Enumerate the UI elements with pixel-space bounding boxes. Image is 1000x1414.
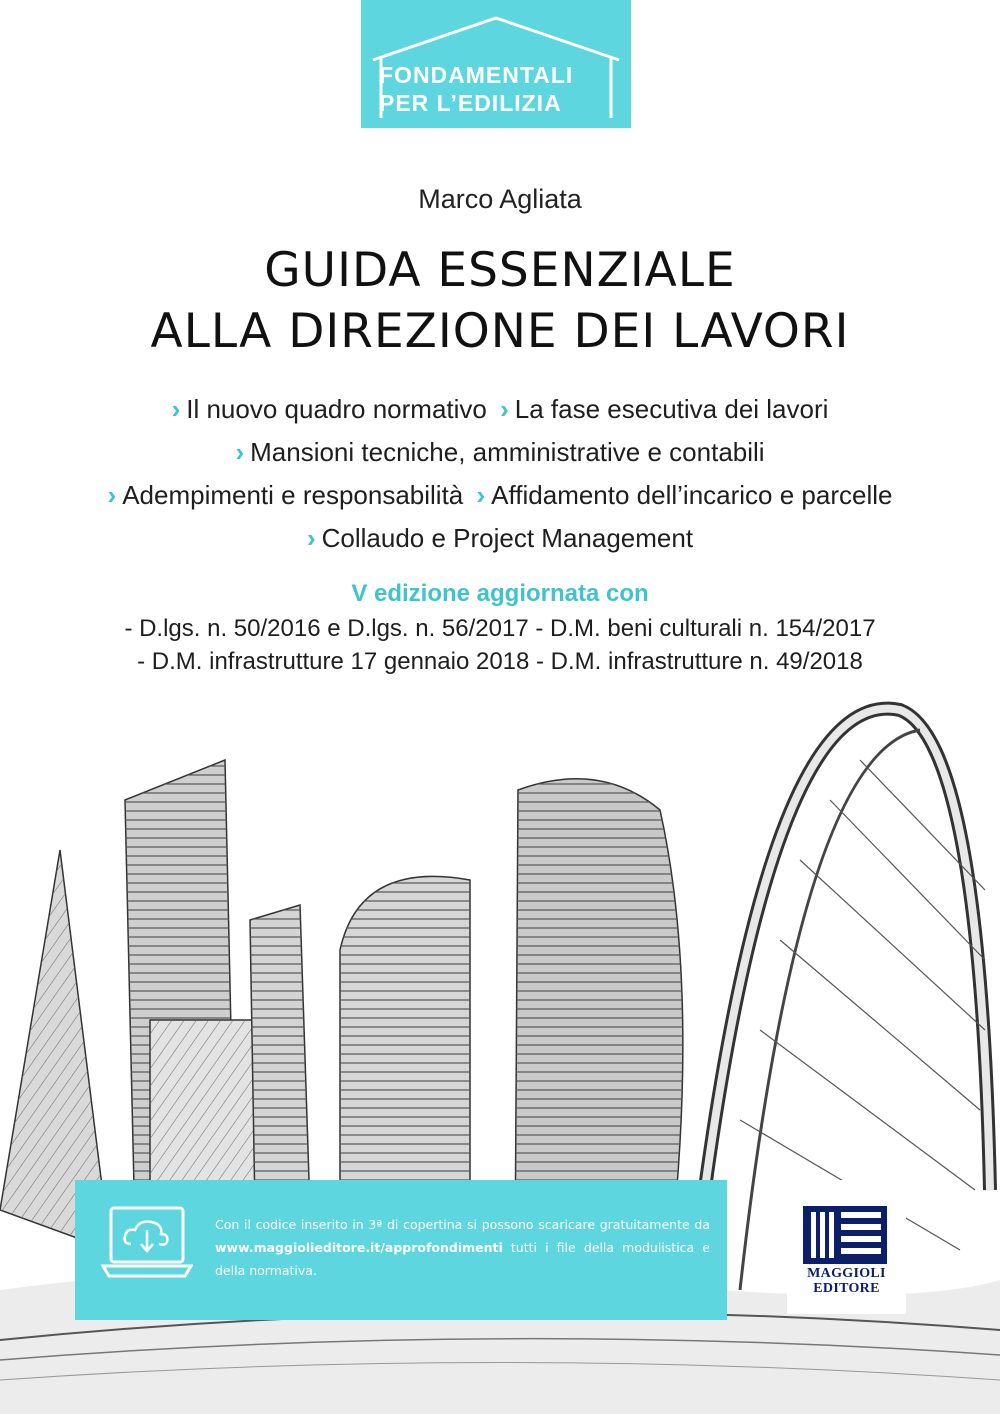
publisher-name-line-2: EDITORE [813,1281,880,1296]
download-url-link[interactable]: www.maggiolieditore.it/approfondimenti [215,1240,503,1255]
download-text-part-2: tutti i file della modulistica e della normativa. [215,1240,710,1278]
topic-item: La fase esecutiva dei lavori [514,394,829,424]
chevron-right-icon: › [171,394,181,424]
topic-item: Il nuovo quadro normativo [186,394,487,424]
chevron-right-icon: › [476,480,486,510]
topic-line-4 [0,517,1000,560]
chevron-right-icon: › [306,523,316,553]
publisher-name-line-1: MAGGIOLI [807,1266,886,1281]
topic-line-3 [0,474,1000,517]
series-title-line-1: FONDAMENTALI [379,62,574,88]
topic-item: Collaudo e Project Management [321,523,694,553]
book-title-line-2: ALLA DIREZIONE DEI LAVORI [150,304,850,359]
book-title-line-1: GUIDA ESSENZIALE [264,243,736,298]
topics-list [0,388,1000,560]
topic-line-1 [0,388,1000,431]
chevron-right-icon: › [500,394,509,424]
series-title-line-2: PER L’EDILIZIA [379,90,562,116]
topic-item: Affidamento dell’incarico e parcelle [491,480,893,510]
edition-laws-line-2: - D.M. infrastrutture 17 gennaio 2018 - D.M. infrastrutture n. 49/2018 [137,648,863,675]
download-text-part-1: Con il codice inserito in 3ª di copertina si possono scaricare gratuitamente da [215,1217,710,1232]
maggioli-logo-icon [803,1206,887,1264]
topic-item: Mansioni tecniche, amministrative e contabili [250,437,765,467]
download-info-box [75,1180,727,1320]
laptop-cloud-download-icon [101,1204,193,1286]
publisher-box [787,1180,906,1314]
series-badge [361,0,631,128]
topic-item: Adempimenti e responsabilità [122,480,464,510]
chevron-right-icon: › [107,480,117,510]
download-instructions [215,1213,710,1282]
author-name: Marco Agliata [418,184,582,214]
chevron-right-icon: › [235,437,245,467]
edition-heading: V edizione aggiornata con [351,580,649,607]
topic-line-2 [0,431,1000,474]
edition-laws-line-1: - D.lgs. n. 50/2016 e D.lgs. n. 56/2017 - D.M. beni culturali n. 154/2017 [124,615,876,642]
